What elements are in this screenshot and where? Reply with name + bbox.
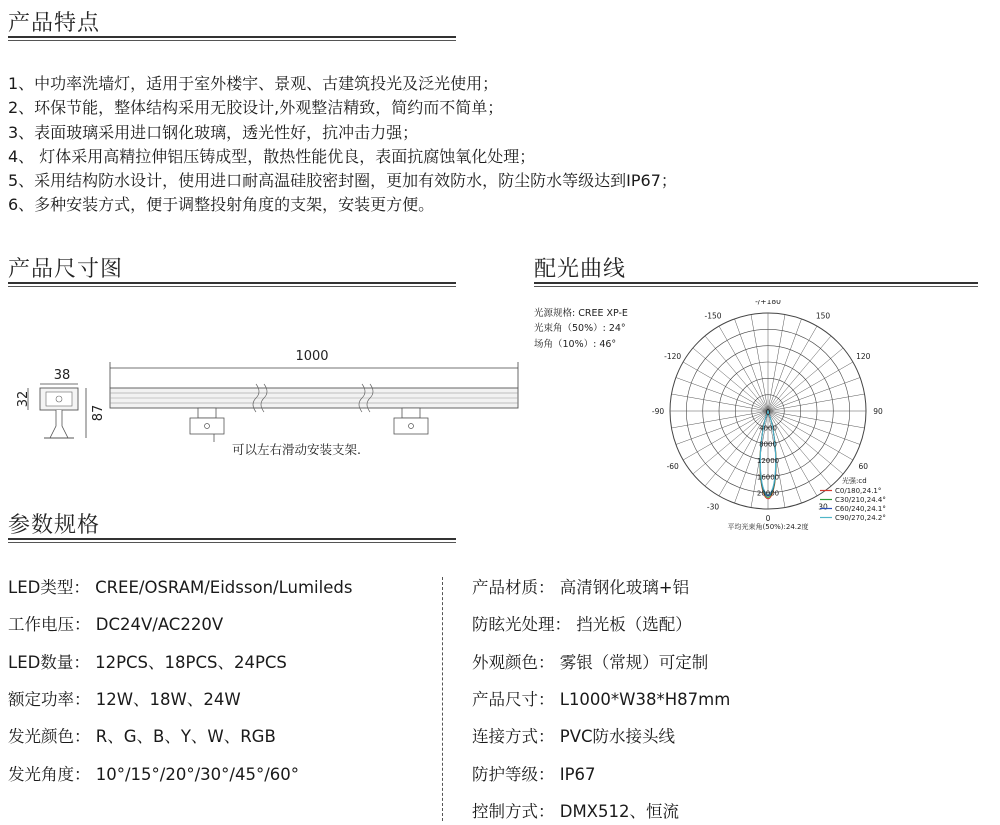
radial-label: 20000 — [756, 489, 780, 498]
specs-heading: 参数规格 — [8, 513, 101, 538]
feature-item: 2、环保节能，整体结构采用无胶设计,外观整洁精致，简约而不简单； — [8, 98, 504, 118]
spec-voltage: 工作电压： DC24V/AC220V — [8, 615, 224, 634]
bracket-left — [190, 408, 224, 442]
radial-label: 12000 — [756, 457, 780, 465]
angle-label: 150 — [815, 311, 831, 321]
legend-label: C30/210,24.4° — [835, 496, 886, 504]
features-rule-thin — [8, 40, 456, 41]
polar-legend — [820, 476, 886, 522]
spec-connection: 连接方式： PVC防水接头线 — [472, 727, 676, 746]
field-angle: 场角（10%）: 46° — [534, 339, 617, 350]
dimension-drawing — [0, 340, 530, 460]
specs-rule-thin — [8, 542, 456, 543]
dimensions-rule — [8, 282, 456, 284]
angle-label: -/+180 — [755, 300, 781, 306]
spec-led-count: LED数量： 12PCS、18PCS、24PCS — [8, 653, 287, 672]
avg-beam-label: 平均光束角(50%):24.2度 — [727, 523, 809, 531]
radial-label: 16000 — [756, 473, 780, 482]
feature-item: 5、采用结构防水设计，使用进口耐高温硅胶密封圈，更加有效防水，防尘防水等级达到IP67； — [8, 171, 677, 191]
features-list — [8, 72, 677, 218]
angle-label: 30 — [818, 502, 828, 512]
angle-label: 120 — [856, 352, 871, 361]
angle-label: -120 — [664, 352, 682, 361]
feature-item: 1、中功率洗墙灯，适用于室外楼宇、景观、古建筑投光及泛光使用； — [8, 74, 499, 93]
angle-label: -150 — [704, 311, 722, 321]
feature-item: 4、 灯体采用高精拉伸铝压铸成型，散热性能优良，表面抗腐蚀氧化处理； — [8, 146, 536, 166]
specs-rule — [8, 538, 456, 540]
spec-power: 额定功率： 12W、18W、24W — [8, 690, 241, 709]
light-curve-rule-thin — [534, 286, 978, 287]
dimensions-rule-thin — [8, 286, 456, 287]
width-label: 38 — [53, 368, 71, 383]
angle-label: -60 — [666, 462, 679, 471]
spec-antiglare: 防眩光处理： 挡光板（选配） — [472, 615, 692, 634]
bracket-right — [394, 408, 428, 434]
angle-label: 0 — [765, 514, 771, 523]
radial-label: 4000 — [759, 424, 777, 433]
angle-label: -90 — [651, 407, 665, 416]
spec-control: 控制方式： DMX512、恒流 — [472, 802, 679, 821]
spec-color: 发光颜色： R、G、B、Y、W、RGB — [8, 727, 276, 746]
angle-label: 60 — [858, 462, 869, 471]
length-label: 1000 — [295, 349, 329, 364]
spec-led-type: LED类型： CREE/OSRAM/Eidsson/Lumileds — [8, 578, 353, 597]
height-label: 32 — [16, 390, 31, 408]
beam-angle: 光束角（50%）: 24° — [534, 323, 626, 334]
spec-finish: 外观颜色： 雾银（常规）可定制 — [472, 653, 709, 672]
legend-label: C60/240,24.1° — [835, 505, 886, 513]
features-rule — [8, 36, 456, 38]
features-heading: 产品特点 — [8, 11, 101, 36]
light-curve-heading: 配光曲线 — [534, 257, 627, 282]
specs-divider — [442, 577, 443, 821]
light-curve-rule — [534, 282, 978, 284]
spec-material: 产品材质： 高清钢化玻璃+铝 — [472, 578, 690, 597]
legend-label: C90/270,24.2° — [835, 514, 886, 522]
legend-label: C0/180,24.1° — [835, 487, 882, 495]
spec-angle: 发光角度： 10°/15°/20°/30°/45°/60° — [8, 765, 300, 784]
depth-label: 87 — [91, 404, 106, 422]
bracket-note: 可以左右滑动安装支架. — [232, 442, 361, 457]
dimensions-heading: 产品尺寸图 — [8, 257, 124, 282]
source-spec: 光源规格: CREE XP-E — [534, 308, 628, 319]
polar-chart — [650, 300, 900, 535]
angle-label: 0 — [765, 408, 771, 417]
feature-item: 3、表面玻璃采用进口钢化玻璃，透光性好，抗冲击力强； — [8, 122, 419, 142]
angle-label: -30 — [706, 502, 720, 512]
spec-protection: 防护等级： IP67 — [472, 765, 596, 784]
feature-item: 6、多种安装方式，便于调整投射角度的支架，安装更方便。 — [8, 195, 435, 215]
angle-label: 90 — [873, 407, 883, 416]
radial-label: 8000 — [759, 440, 777, 449]
legend-title: 光强:cd — [842, 477, 867, 485]
spec-size: 产品尺寸： L1000*W38*H87mm — [472, 690, 731, 709]
